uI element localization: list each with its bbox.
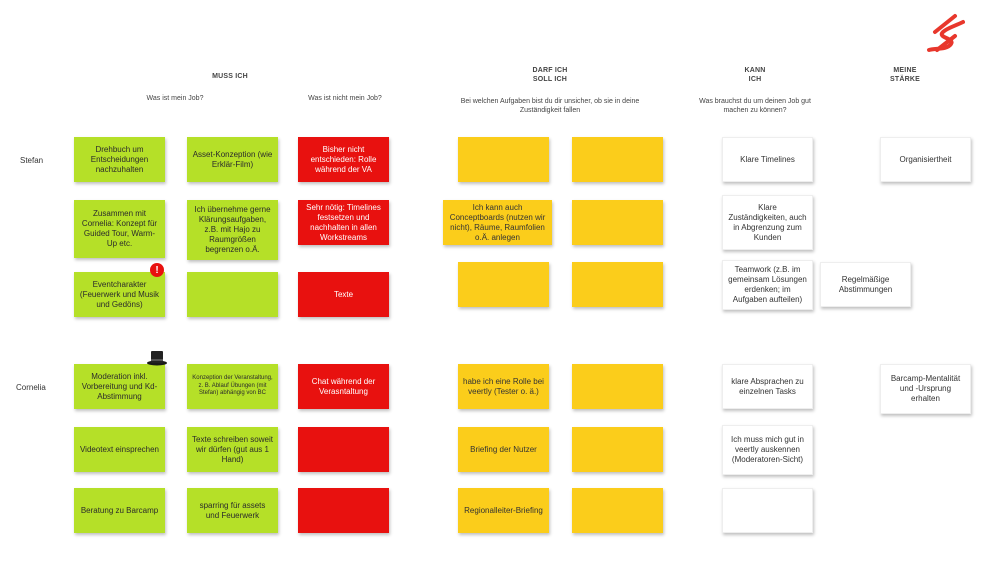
note-text: Bisher nicht entschieden: Rolle während der VA [310,144,377,174]
sticky-note-yellow[interactable] [572,137,663,182]
sticky-note-red[interactable] [298,272,389,317]
note-text: Chat während der Verasntaltung [311,376,376,396]
header-kann-ich [720,66,790,84]
note-text: Ich muss mich gut in veertly auskennen (Moderatoren-Sicht) [731,435,804,464]
sticky-note-yellow[interactable] [443,200,552,245]
note-text: Organisiertheit [899,154,952,164]
note-text: Beratung zu Barcamp [80,505,159,515]
note-text: Regionalleiter-Briefing [464,505,543,515]
sticky-note-white[interactable] [880,364,971,414]
note-text: Eventcharakter (Feuerwerk und Musik und Gedöns) [79,279,160,309]
sticky-note-yellow[interactable] [458,427,549,472]
note-text: Ich übernehme gerne Klärungsaufgaben, z.B. mit Hajo zu Raumgrößen begrenzen o.Ä. [194,205,271,254]
header-darf-ich [500,66,600,84]
note-text: Briefing der Nutzer [470,444,537,454]
sticky-note-white[interactable] [722,364,813,409]
sticky-note-green[interactable] [187,488,278,533]
subheader-brauchst: Was brauchst du um deinen Job gut machen zu können? [699,98,811,114]
sticky-note-white[interactable] [722,488,813,533]
sticky-note-red[interactable] [298,427,389,472]
sticky-note-yellow[interactable] [458,488,549,533]
note-text: Texte [333,289,354,299]
sticky-note-green[interactable] [74,272,165,317]
note-text: Zusammen mit Cornelia: Konzept für Guided Tour, Warm-Up etc. [81,209,158,248]
note-text: klare Absprachen zu einzelnen Tasks [731,376,804,396]
sticky-note-white[interactable] [722,260,813,310]
header-staerke-line1: MEINE [893,67,917,74]
sticky-note-yellow[interactable] [572,488,663,533]
subheader-job: Was ist mein Job? [146,95,204,102]
note-text: Barcamp-Mentalität und -Ursprung erhalten [890,374,961,403]
note-text: Teamwork (z.B. im gemeinsam Lösungen erdenken; im Aufgaben aufteilen) [728,265,807,304]
sticky-note-green[interactable] [187,364,278,409]
note-text: sparring für assets und Feuerwerk [199,500,266,520]
header-staerke-line2: STÄRKE [890,76,920,83]
header-muss-ich: MUSS ICH [212,73,248,80]
sticky-note-green[interactable] [74,200,165,258]
sticky-note-green[interactable] [187,272,278,317]
note-text: habe ich eine Rolle bei veertly (Tester o. ä.) [463,376,544,396]
sticky-note-green[interactable] [187,200,278,260]
sticky-note-red[interactable] [298,137,389,182]
note-text: Klare Zuständigkeiten, auch in Abgrenzung zum Kunden [728,202,807,242]
note-text: Drehbuch um Entscheidungen nachzuhalten [90,144,149,174]
person-stefan: Stefan [20,156,44,165]
top-hat-icon [146,348,168,366]
person-cornelia: Cornelia [16,383,46,392]
note-text: Konzeption der Veranstaltung, z. B. Ablauf Übungen (mit Stefan) abhängig von BC [192,375,273,397]
note-text: Klare Timelines [740,154,795,164]
sticky-note-green[interactable] [74,137,165,182]
sticky-note-green[interactable] [74,488,165,533]
sticky-note-yellow[interactable] [458,262,549,307]
sticky-note-yellow[interactable] [458,137,549,182]
note-text: Regelmäßige Abstimmungen [838,274,893,294]
header-darf-line2: SOLL ICH [532,76,568,83]
exclamation-icon: ! [150,263,164,277]
header-kann-line2: ICH [748,76,762,83]
sticky-note-white[interactable] [820,262,911,307]
sticky-note-white[interactable] [722,425,813,475]
sticky-note-red[interactable] [298,364,389,409]
note-text: Texte schreiben soweit wir dürfen (gut aus 1 Hand) [192,434,273,464]
s-logo-icon [925,12,965,54]
sticky-note-green[interactable] [74,427,165,472]
note-text: Asset-Konzeption (wie Erklär-Film) [192,149,273,169]
sticky-note-yellow[interactable] [572,200,663,245]
sticky-note-green[interactable] [187,137,278,182]
sticky-note-green[interactable] [74,364,165,409]
note-text: Videotext einsprechen [79,444,160,454]
header-staerke [870,66,940,84]
note-text: Sehr nötig: Timelines festsetzen und nachhalten in allen Workstreams [306,202,381,242]
header-kann-line1: KANN [744,67,766,74]
sticky-note-yellow[interactable] [572,262,663,307]
sticky-note-white[interactable] [880,137,971,182]
sticky-note-white[interactable] [722,137,813,182]
subheader-unsicher: Bei welchen Aufgaben bist du dir unsicher, ob sie in deine Zuständigkeit fallen [460,98,640,114]
sticky-note-red[interactable] [298,488,389,533]
subheader-notjob: Was ist nicht mein Job? [308,95,382,102]
sticky-note-yellow[interactable] [458,364,549,409]
header-darf-line1: DARF ICH [532,67,568,74]
sticky-note-white[interactable] [722,195,813,250]
sticky-note-red[interactable] [298,200,389,245]
note-text: Ich kann auch Conceptboards (nutzen wir nicht), Räume, Raumfolien o.Ä. anlegen [449,202,546,242]
note-text: Moderation inkl. Vorbereitung und Kd-Abstimmung [81,371,158,401]
sticky-note-yellow[interactable] [572,427,663,472]
sticky-note-green[interactable] [187,427,278,472]
sticky-note-yellow[interactable] [572,364,663,409]
